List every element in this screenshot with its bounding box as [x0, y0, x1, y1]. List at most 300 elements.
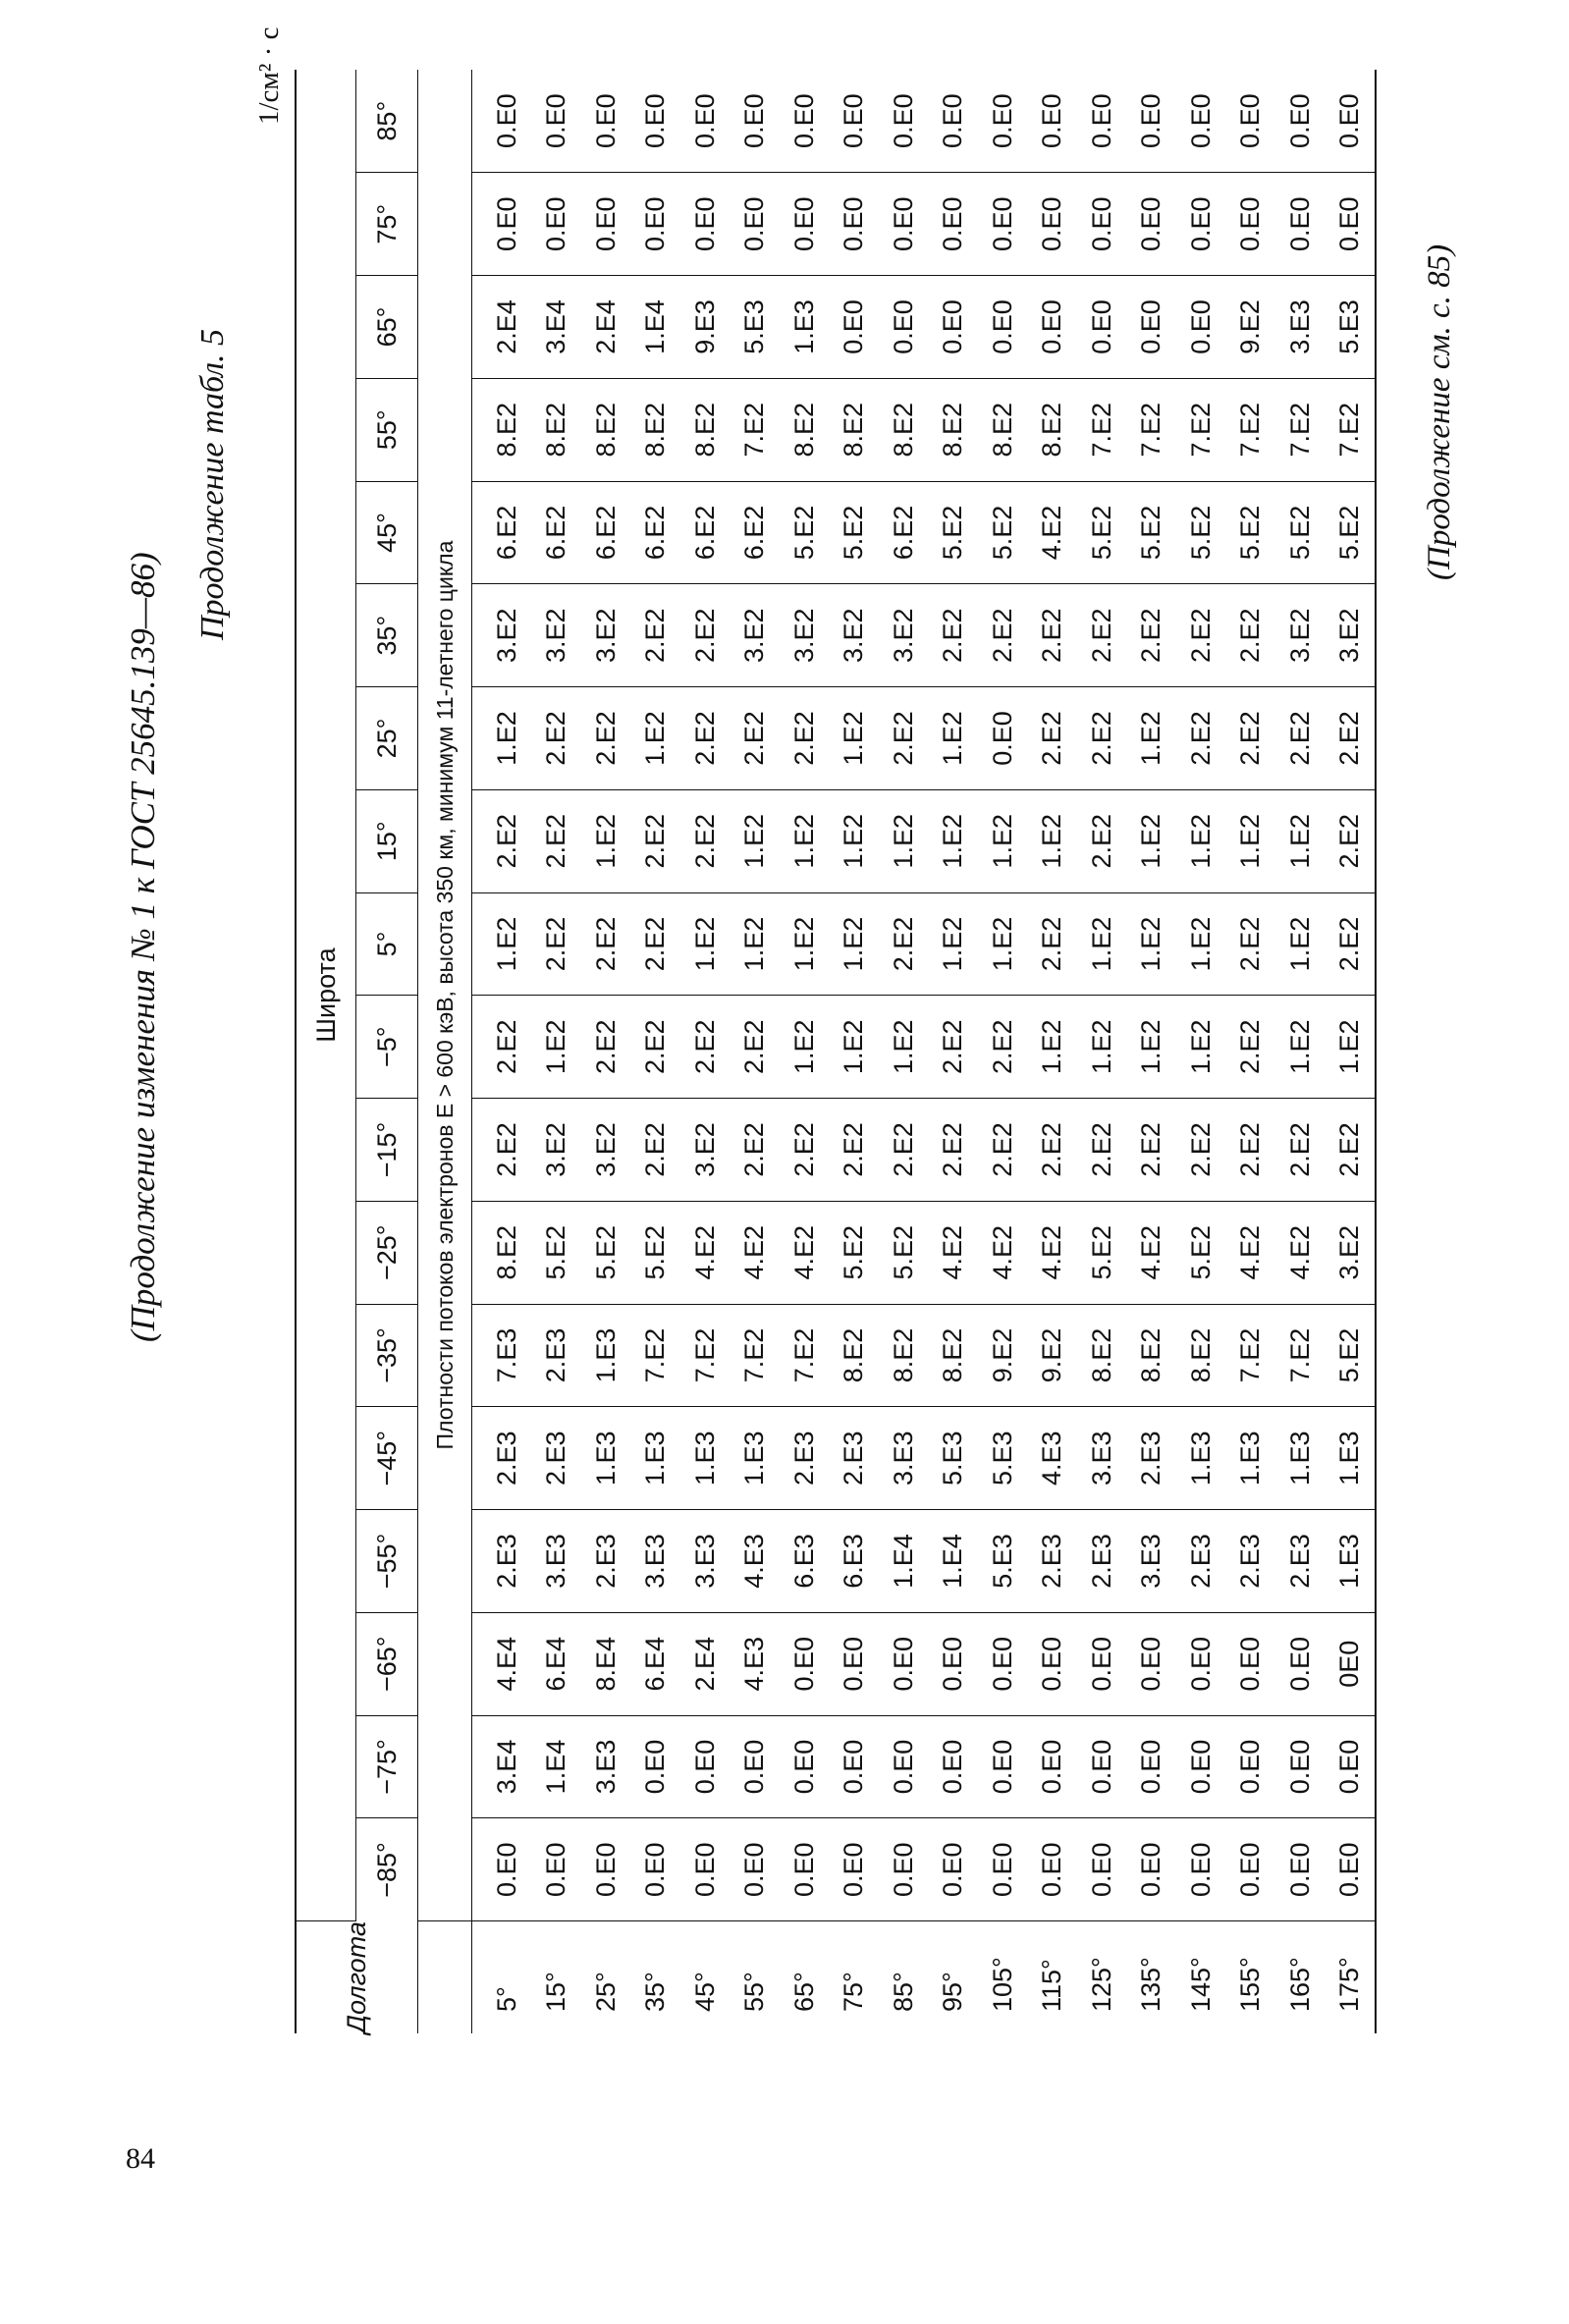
flux-value-cell: 1.E3 [581, 1407, 631, 1510]
flux-value-cell: 0.E0 [1127, 276, 1177, 379]
running-title: (Продолжение изменения № 1 к ГОСТ 25645.139—86) [124, 552, 162, 1342]
table-body [472, 70, 1377, 2033]
flux-value-cell: 0.E0 [730, 1818, 781, 1921]
flux-value-cell: 2.E2 [581, 687, 631, 790]
flux-value-cell: 8.E4 [581, 1612, 631, 1715]
latitude-column-header: 5° [356, 892, 418, 996]
flux-value-cell: 1.E4 [532, 1715, 582, 1818]
flux-value-cell: 2.E2 [472, 789, 532, 892]
flux-value-cell: 3.E3 [1275, 276, 1326, 379]
flux-value-cell: 8.E2 [581, 378, 631, 481]
flux-value-cell: 1.E2 [830, 789, 880, 892]
flux-value-cell: 0.E0 [830, 1612, 880, 1715]
flux-value-cell: 7.E2 [1226, 1304, 1276, 1407]
flux-value-cell: 0.E0 [929, 70, 979, 173]
flux-value-cell: 7.E2 [730, 378, 781, 481]
flux-value-cell: 0.E0 [730, 70, 781, 173]
flux-value-cell: 8.E2 [780, 378, 830, 481]
flux-value-cell: 2.E2 [631, 584, 681, 687]
flux-value-cell: 0.E0 [680, 1818, 730, 1921]
latitude-column-header: −25° [356, 1201, 418, 1304]
latitude-header-row [356, 70, 418, 2033]
flux-value-cell: 2.E2 [1077, 584, 1127, 687]
flux-value-cell: 0.E0 [680, 1715, 730, 1818]
flux-value-cell: 0.E0 [730, 173, 781, 276]
longitude-cell: 105° [987, 1957, 1017, 2012]
flux-value-cell: 0.E0 [1028, 1715, 1078, 1818]
flux-value-cell: 5.E3 [978, 1510, 1028, 1613]
flux-value-cell: 1.E3 [581, 1304, 631, 1407]
flux-value-cell: 5.E2 [631, 1201, 681, 1304]
flux-value-cell: 2.E2 [1275, 1099, 1326, 1202]
flux-value-cell: 5.E2 [830, 481, 880, 584]
flux-value-cell: 0.E0 [532, 1818, 582, 1921]
flux-value-cell: 2.E3 [1077, 1510, 1127, 1613]
table-row [532, 70, 582, 2033]
flux-value-cell: 1.E3 [631, 1407, 681, 1510]
flux-value-cell: 1.E2 [1275, 892, 1326, 996]
flux-value-cell: 3.E2 [581, 584, 631, 687]
latitude-column-header: −65° [356, 1612, 418, 1715]
flux-value-cell: 1.E2 [1127, 789, 1177, 892]
flux-value-cell: 6.E2 [532, 481, 582, 584]
flux-value-cell: 0.E0 [631, 1818, 681, 1921]
flux-value-cell: 4.E2 [1226, 1201, 1276, 1304]
flux-value-cell: 8.E2 [631, 378, 681, 481]
flux-value-cell: 7.E3 [472, 1304, 532, 1407]
flux-value-cell: 4.E4 [472, 1612, 532, 1715]
flux-value-cell: 0.E0 [1176, 1818, 1226, 1921]
flux-value-cell: 0.E0 [879, 1818, 929, 1921]
flux-value-cell: 3.E2 [830, 584, 880, 687]
flux-value-cell: 2.E2 [879, 1099, 929, 1202]
flux-value-cell: 3.E3 [631, 1510, 681, 1613]
flux-value-cell: 0.E0 [978, 70, 1028, 173]
flux-value-cell: 0.E0 [879, 1715, 929, 1818]
flux-value-cell: 0.E0 [1127, 1715, 1177, 1818]
flux-value-cell: 9.E2 [978, 1304, 1028, 1407]
table-caption: Плотности потоков электронов E > 600 кэВ, высота 350 км, минимум 11-летнего цикла [418, 70, 472, 1921]
flux-value-cell: 2.E2 [1077, 687, 1127, 790]
flux-value-cell: 1.E2 [730, 789, 781, 892]
longitude-cell: 65° [788, 1972, 819, 2012]
table-row [1176, 70, 1226, 2033]
flux-value-cell: 2.E2 [1077, 1099, 1127, 1202]
flux-value-cell: 1.E2 [978, 892, 1028, 996]
caption-spacer [418, 1921, 472, 2033]
flux-value-cell: 8.E2 [1028, 378, 1078, 481]
flux-value-cell: 0.E0 [1275, 1818, 1326, 1921]
flux-value-cell: 0.E0 [472, 1818, 532, 1921]
flux-value-cell: 5.E2 [1326, 1304, 1377, 1407]
table-row [1226, 70, 1276, 2033]
flux-value-cell: 2.E2 [472, 1099, 532, 1202]
table-row [978, 70, 1028, 2033]
flux-value-cell: 4.E2 [929, 1201, 979, 1304]
longitude-cell: 145° [1185, 1957, 1216, 2012]
flux-value-cell: 3.E2 [680, 1099, 730, 1202]
flux-value-cell: 1.E2 [929, 687, 979, 790]
flux-value-cell: 2.E2 [1127, 584, 1177, 687]
flux-value-cell: 0.E0 [631, 70, 681, 173]
latitude-column-header: 25° [356, 687, 418, 790]
flux-value-cell: 7.E2 [1176, 378, 1226, 481]
flux-value-cell: 0.E0 [1176, 1715, 1226, 1818]
flux-value-cell: 7.E2 [1127, 378, 1177, 481]
flux-value-cell: 1.E2 [1077, 892, 1127, 996]
flux-value-cell: 2.E2 [1176, 687, 1226, 790]
flux-value-cell: 1.E2 [1176, 996, 1226, 1099]
flux-value-cell: 8.E2 [879, 378, 929, 481]
flux-value-cell: 5.E2 [830, 1201, 880, 1304]
flux-value-cell: 2.E3 [830, 1407, 880, 1510]
flux-value-cell: 7.E2 [1275, 378, 1326, 481]
flux-value-cell: 1.E2 [830, 687, 880, 790]
table-row [472, 70, 532, 2033]
flux-value-cell: 0.E0 [1226, 1715, 1276, 1818]
flux-value-cell: 2.E2 [1176, 584, 1226, 687]
flux-value-cell: 8.E2 [472, 378, 532, 481]
flux-value-cell: 1.E4 [631, 276, 681, 379]
flux-value-cell: 1.E2 [830, 892, 880, 996]
flux-value-cell: 0.E0 [1127, 70, 1177, 173]
flux-value-cell: 1.E4 [879, 1510, 929, 1613]
flux-density-table [295, 70, 1377, 2033]
flux-value-cell: 2.E2 [730, 1099, 781, 1202]
flux-value-cell: 3.E2 [780, 584, 830, 687]
flux-value-cell: 9.E3 [680, 276, 730, 379]
flux-value-cell: 2.E2 [680, 687, 730, 790]
longitude-cell: 155° [1235, 1957, 1266, 2012]
flux-value-cell: 2.E2 [1226, 584, 1276, 687]
flux-value-cell: 2.E2 [929, 996, 979, 1099]
flux-value-cell: 4.E2 [680, 1201, 730, 1304]
flux-value-cell: 0.E0 [780, 173, 830, 276]
flux-value-cell: 2.E3 [532, 1304, 582, 1407]
flux-value-cell: 3.E3 [879, 1407, 929, 1510]
flux-value-cell: 1.E2 [472, 892, 532, 996]
flux-value-cell: 2.E3 [1226, 1510, 1276, 1613]
table-row [1028, 70, 1078, 2033]
latitude-column-header: −85° [356, 1818, 418, 1921]
flux-value-cell: 0.E0 [532, 70, 582, 173]
latitude-column-header: −15° [356, 1099, 418, 1202]
flux-value-cell: 0.E0 [730, 1715, 781, 1818]
flux-value-cell: 0.E0 [1077, 276, 1127, 379]
flux-value-cell: 0.E0 [631, 1715, 681, 1818]
flux-value-cell: 0.E0 [1176, 1612, 1226, 1715]
flux-value-cell: 2.E2 [1226, 892, 1276, 996]
flux-value-cell: 6.E2 [631, 481, 681, 584]
flux-value-cell: 2.E3 [1176, 1510, 1226, 1613]
page-number: 84 [126, 2142, 155, 2175]
flux-value-cell: 1.E2 [581, 789, 631, 892]
table-row [631, 70, 681, 2033]
flux-value-cell: 0.E0 [830, 276, 880, 379]
flux-value-cell: 0.E0 [680, 70, 730, 173]
flux-value-cell: 0.E0 [1028, 1818, 1078, 1921]
flux-value-cell: 3.E2 [1326, 584, 1377, 687]
flux-value-cell: 2.E2 [1275, 687, 1326, 790]
flux-value-cell: 0.E0 [1127, 173, 1177, 276]
flux-value-cell: 2.E2 [978, 996, 1028, 1099]
flux-value-cell: 0.E0 [581, 1818, 631, 1921]
flux-value-cell: 8.E2 [1127, 1304, 1177, 1407]
flux-value-cell: 2.E2 [929, 1099, 979, 1202]
flux-value-cell: 0.E0 [1326, 1715, 1377, 1818]
flux-value-cell: 7.E2 [680, 1304, 730, 1407]
flux-value-cell: 4.E3 [1028, 1407, 1078, 1510]
flux-value-cell: 4.E3 [730, 1510, 781, 1613]
flux-value-cell: 3.E2 [730, 584, 781, 687]
flux-value-cell: 1.E2 [929, 892, 979, 996]
table-row [879, 70, 929, 2033]
table-row [730, 70, 781, 2033]
flux-value-cell: 0.E0 [1028, 276, 1078, 379]
flux-value-cell: 2.E3 [472, 1510, 532, 1613]
flux-value-cell: 2.E2 [532, 687, 582, 790]
flux-value-cell: 0.E0 [830, 70, 880, 173]
flux-value-cell: 1.E2 [1127, 996, 1177, 1099]
flux-value-cell: 2.E4 [680, 1612, 730, 1715]
latitude-column-header: 75° [356, 173, 418, 276]
flux-value-cell: 1.E3 [780, 276, 830, 379]
flux-value-cell: 1.E2 [1326, 996, 1377, 1099]
flux-value-cell: 2.E2 [1226, 687, 1276, 790]
longitude-cell: 165° [1284, 1957, 1315, 2012]
longitude-cell: 75° [839, 1972, 869, 2012]
flux-value-cell: 0.E0 [1127, 1818, 1177, 1921]
flux-value-cell: 1.E2 [1226, 789, 1276, 892]
flux-value-cell: 0.E0 [472, 70, 532, 173]
flux-value-cell: 2.E3 [1028, 1510, 1078, 1613]
flux-value-cell: 0.E0 [1275, 1612, 1326, 1715]
flux-value-cell: 3.E3 [1077, 1407, 1127, 1510]
flux-value-cell: 5.E2 [1176, 481, 1226, 584]
flux-value-cell: 5.E2 [581, 1201, 631, 1304]
table-row [581, 70, 631, 2033]
flux-value-cell: 1.E2 [472, 687, 532, 790]
flux-value-cell: 2.E2 [680, 996, 730, 1099]
flux-value-cell: 1.E2 [780, 789, 830, 892]
flux-value-cell: 0.E0 [1275, 173, 1326, 276]
longitude-cell: 85° [888, 1972, 918, 2012]
flux-value-cell: 6.E4 [532, 1612, 582, 1715]
flux-value-cell: 7.E2 [631, 1304, 681, 1407]
flux-value-cell: 1.E2 [929, 789, 979, 892]
flux-value-cell: 2.E2 [581, 892, 631, 996]
flux-value-cell: 2.E2 [1326, 1099, 1377, 1202]
longitude-cell: 125° [1086, 1957, 1116, 2012]
flux-value-cell: 2.E2 [1226, 996, 1276, 1099]
flux-value-cell: 5.E2 [929, 481, 979, 584]
flux-value-cell: 0E0 [1326, 1612, 1377, 1715]
flux-value-cell: 5.E3 [730, 276, 781, 379]
flux-value-cell: 7.E2 [1326, 378, 1377, 481]
flux-value-cell: 2.E2 [1326, 687, 1377, 790]
flux-value-cell: 0.E0 [1176, 173, 1226, 276]
longitude-cell: 5° [491, 1986, 521, 2012]
flux-value-cell: 3.E2 [532, 1099, 582, 1202]
flux-value-cell: 8.E2 [929, 1304, 979, 1407]
longitude-cell: 45° [689, 1972, 720, 2012]
flux-value-cell: 4.E2 [1028, 1201, 1078, 1304]
flux-value-cell: 2.E2 [1226, 1099, 1276, 1202]
flux-value-cell: 0.E0 [1028, 173, 1078, 276]
flux-value-cell: 2.E2 [1028, 584, 1078, 687]
latitude-column-header: 85° [356, 70, 418, 173]
table-row [1077, 70, 1127, 2033]
flux-value-cell: 2.E2 [929, 584, 979, 687]
flux-value-cell: 0.E0 [978, 276, 1028, 379]
flux-value-cell: 0.E0 [1326, 1818, 1377, 1921]
flux-value-cell: 0.E0 [1077, 1612, 1127, 1715]
flux-value-cell: 1.E4 [929, 1510, 979, 1613]
flux-value-cell: 0.E0 [1226, 1818, 1276, 1921]
latitude-column-header: 45° [356, 481, 418, 584]
flux-value-cell: 0.E0 [1226, 1612, 1276, 1715]
flux-value-cell: 1.E3 [1275, 1407, 1326, 1510]
flux-value-cell: 4.E2 [1127, 1201, 1177, 1304]
flux-value-cell: 0.E0 [978, 1715, 1028, 1818]
flux-value-cell: 2.E2 [631, 789, 681, 892]
flux-value-cell: 0.E0 [780, 1612, 830, 1715]
continued-note: (Продолжение см. с. 85) [1422, 243, 1457, 580]
flux-value-cell: 9.E2 [1226, 276, 1276, 379]
flux-value-cell: 1.E3 [1326, 1407, 1377, 1510]
flux-value-cell: 1.E2 [780, 892, 830, 996]
flux-value-cell: 3.E3 [1127, 1510, 1177, 1613]
flux-value-cell: 0.E0 [978, 1818, 1028, 1921]
flux-value-cell: 2.E2 [680, 789, 730, 892]
flux-value-cell: 3.E3 [532, 1510, 582, 1613]
flux-value-cell: 0.E0 [1226, 70, 1276, 173]
flux-value-cell: 1.E3 [1176, 1407, 1226, 1510]
flux-value-cell: 5.E2 [1077, 1201, 1127, 1304]
flux-value-cell: 3.E2 [472, 584, 532, 687]
flux-value-cell: 8.E2 [879, 1304, 929, 1407]
flux-value-cell: 6.E2 [879, 481, 929, 584]
flux-value-cell: 2.E2 [1326, 892, 1377, 996]
flux-value-cell: 2.E2 [879, 687, 929, 790]
flux-value-cell: 3.E2 [879, 584, 929, 687]
flux-value-cell: 0.E0 [1028, 1612, 1078, 1715]
flux-value-cell: 1.E2 [1176, 789, 1226, 892]
flux-value-cell: 3.E2 [581, 1099, 631, 1202]
flux-value-cell: 0.E0 [1326, 173, 1377, 276]
longitude-cell: 95° [938, 1972, 968, 2012]
flux-value-cell: 2.E2 [1028, 1099, 1078, 1202]
flux-value-cell: 2.E2 [730, 687, 781, 790]
flux-value-cell: 8.E2 [830, 1304, 880, 1407]
flux-value-cell: 3.E3 [581, 1715, 631, 1818]
flux-value-cell: 1.E2 [1127, 687, 1177, 790]
flux-value-cell: 7.E2 [730, 1304, 781, 1407]
flux-value-cell: 4.E2 [1275, 1201, 1326, 1304]
flux-value-cell: 8.E2 [830, 378, 880, 481]
flux-value-cell: 1.E2 [1275, 996, 1326, 1099]
flux-value-cell: 2.E2 [680, 584, 730, 687]
longitude-cell: 135° [1136, 1957, 1166, 2012]
flux-value-cell: 2.E2 [631, 996, 681, 1099]
flux-value-cell: 0.E0 [780, 1715, 830, 1818]
flux-value-cell: 0.E0 [929, 173, 979, 276]
flux-value-cell: 2.E2 [780, 1099, 830, 1202]
flux-value-cell: 7.E2 [1275, 1304, 1326, 1407]
flux-value-cell: 0.E0 [680, 173, 730, 276]
flux-value-cell: 4.E3 [730, 1612, 781, 1715]
flux-value-cell: 7.E2 [1226, 378, 1276, 481]
flux-value-cell: 8.E2 [978, 378, 1028, 481]
flux-value-cell: 1.E2 [830, 996, 880, 1099]
flux-value-cell: 0.E0 [978, 173, 1028, 276]
flux-value-cell: 7.E2 [780, 1304, 830, 1407]
table-row [1326, 70, 1377, 2033]
flux-value-cell: 6.E4 [631, 1612, 681, 1715]
flux-value-cell: 0.E0 [1275, 70, 1326, 173]
flux-value-cell: 0.E0 [631, 173, 681, 276]
table-row [680, 70, 730, 2033]
table-row [1127, 70, 1177, 2033]
latitude-column-header: −75° [356, 1715, 418, 1818]
flux-value-cell: 2.E3 [1275, 1510, 1326, 1613]
flux-value-cell: 0.E0 [929, 1818, 979, 1921]
flux-value-cell: 0.E0 [1176, 276, 1226, 379]
flux-value-cell: 5.E2 [879, 1201, 929, 1304]
flux-value-cell: 0.E0 [1226, 173, 1276, 276]
flux-value-cell: 1.E2 [532, 996, 582, 1099]
flux-value-cell: 6.E2 [680, 481, 730, 584]
flux-value-cell: 8.E2 [472, 1201, 532, 1304]
flux-value-cell: 7.E2 [1077, 378, 1127, 481]
flux-value-cell: 1.E3 [680, 1407, 730, 1510]
flux-value-cell: 5.E3 [929, 1407, 979, 1510]
flux-value-cell: 2.E2 [581, 996, 631, 1099]
flux-value-cell: 2.E3 [780, 1407, 830, 1510]
flux-value-cell: 0.E0 [780, 70, 830, 173]
flux-value-cell: 0.E0 [978, 1612, 1028, 1715]
flux-value-cell: 6.E2 [730, 481, 781, 584]
flux-value-cell: 4.E2 [978, 1201, 1028, 1304]
flux-value-cell: 0.E0 [581, 70, 631, 173]
flux-value-cell: 1.E2 [879, 996, 929, 1099]
flux-value-cell: 0.E0 [929, 276, 979, 379]
flux-value-cell: 1.E2 [1077, 996, 1127, 1099]
latitude-column-header: −55° [356, 1510, 418, 1613]
flux-value-cell: 2.E2 [1028, 687, 1078, 790]
table-continuation-note: Продолжение табл. 5 [194, 328, 231, 640]
flux-value-cell: 2.E2 [1077, 789, 1127, 892]
flux-value-cell: 2.E3 [532, 1407, 582, 1510]
flux-value-cell: 5.E2 [780, 481, 830, 584]
longitude-header: Долгота [296, 1921, 418, 2033]
latitude-column-header: 15° [356, 789, 418, 892]
flux-value-cell: 2.E2 [780, 687, 830, 790]
latitude-header: Широта [296, 70, 356, 1921]
flux-value-cell: 0.E0 [1077, 1715, 1127, 1818]
longitude-cell: 55° [739, 1972, 770, 2012]
flux-value-cell: 0.E0 [879, 276, 929, 379]
flux-value-cell: 5.E2 [532, 1201, 582, 1304]
flux-value-cell: 0.E0 [879, 70, 929, 173]
flux-value-cell: 2.E2 [472, 996, 532, 1099]
flux-value-cell: 2.E4 [472, 276, 532, 379]
flux-value-cell: 5.E2 [1226, 481, 1276, 584]
flux-value-cell: 2.E2 [879, 892, 929, 996]
flux-value-cell: 3.E2 [532, 584, 582, 687]
table-row [780, 70, 830, 2033]
latitude-column-header: 35° [356, 584, 418, 687]
